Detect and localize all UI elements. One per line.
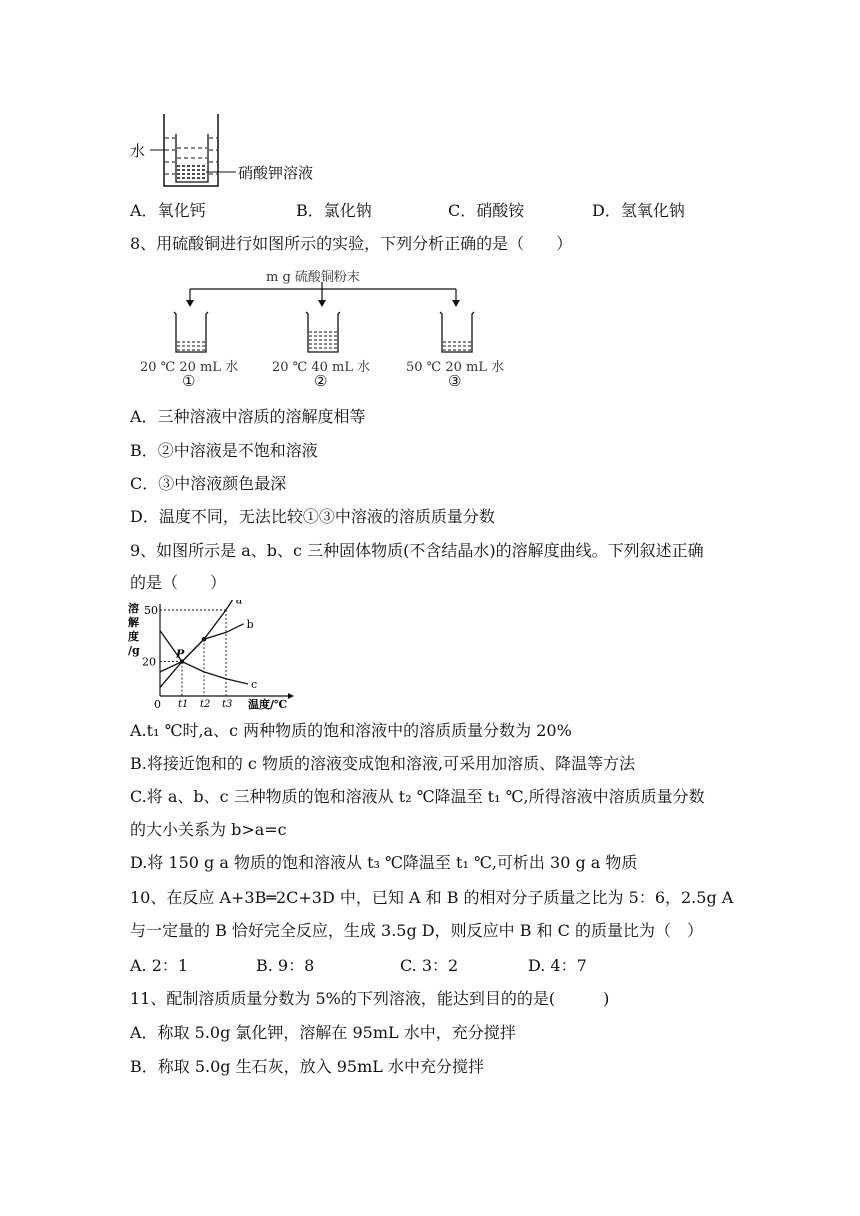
q9-stem-line1: 9、如图所示是 a、b、c 三种固体物质(不含结晶水)的溶解度曲线。下列叙述正确 [130,541,704,560]
q7-option-d: D．氢氧化钠 [592,201,685,220]
curve-a [160,600,233,687]
q8-option-a: A．三种溶液中溶质的溶解度相等 [130,407,366,426]
x-tick-t2: t2 [200,699,211,710]
q10-line1: 10、在反应 A+3B═2C+3D 中，已知 A 和 B 的相对分子质量之比为 5：6，2.5g A [130,888,734,907]
beaker-3-label: 50 ℃ 20 mL 水 [406,360,505,375]
q8-option-c: C．③中溶液颜色最深 [130,474,287,493]
curve-label-a: a [235,600,243,607]
q9-option-d: D.将 150 g a 物质的饱和溶液从 t₃ ℃降温至 t₁ ℃,可析出 30 g a 物质 [130,853,638,872]
point-p-label: P [176,647,185,661]
beaker-2-label: 20 ℃ 40 mL 水 [272,360,371,375]
q8-top-label: m g 硫酸铜粉末 [266,270,360,285]
q9-option-c-cont: 的大小关系为 b>a=c [130,820,287,839]
beaker-1-num: ① [182,372,196,390]
q9-option-a: A.t₁ ℃时,a、c 两种物质的饱和溶液中的溶质质量分数为 20% [130,721,572,740]
y-tick-20: 20 [142,655,156,669]
y-axis-label-part: /g [128,644,140,657]
solubility-curve-svg [128,600,298,712]
point-ab [202,637,206,641]
q8-option-d: D．温度不同，无法比较①③中溶液的溶质质量分数 [130,507,495,526]
y-axis-label-part: 解 [128,616,139,629]
q10-option-c: C. 3：2 [400,956,459,975]
q10-option-d: D. 4：7 [528,956,587,975]
x-tick-t1: t1 [178,699,189,710]
q9-option-b: B.将接近饱和的 c 物质的溶液变成饱和溶液,可采用加溶质、降温等方法 [130,754,636,773]
y-tick-0: 0 [154,698,161,711]
q7-option-b: B．氯化钠 [296,201,372,220]
q8-option-b: B．②中溶液是不饱和溶液 [130,441,318,460]
q11-option-a: A．称取 5.0g 氯化钾，溶解在 95mL 水中，充分搅拌 [130,1023,516,1042]
q7-figure [130,108,330,192]
q9-stem-line2: 的是（ ） [130,573,227,592]
x-axis-arrow [288,693,294,699]
q8-stem: 8、用硫酸铜进行如图所示的实验，下列分析正确的是（ ） [130,234,573,253]
q9-option-c: C.将 a、b、c 三种物质的饱和溶液从 t₂ ℃降温至 t₁ ℃,所得溶液中溶质质量分数 [130,787,705,806]
curve-label-c: c [251,677,258,691]
y-axis-label-part: 度 [128,630,139,643]
beaker-3-num: ③ [448,372,462,390]
curve-label-b: b [246,617,254,631]
water-label: 水 [130,142,146,160]
beaker-1-label: 20 ℃ 20 mL 水 [140,360,239,375]
x-tick-t3: t3 [222,699,233,710]
q11-stem: 11、配制溶质质量分数为 5%的下列溶液，能达到目的的是( ) [130,989,610,1008]
q10-option-a: A. 2：1 [130,956,189,975]
q8-figure [140,262,520,392]
q7-option-c: C．硝酸铵 [448,201,525,220]
solution-label: 硝酸钾溶液 [238,164,314,182]
y-tick-50: 50 [144,604,158,617]
beaker-2-num: ② [314,372,328,390]
q10-line2: 与一定量的 B 恰好完全反应，生成 3.5g D，则反应中 B 和 C 的质量比为（ ） [130,921,703,940]
q10-option-b: B. 9：8 [256,956,315,975]
x-axis-label: 温度/℃ [248,698,288,711]
q7-option-a: A．氧化钙 [130,201,206,220]
y-axis-label-part: 溶 [128,602,139,615]
q9-solubility-chart [128,600,298,712]
q11-option-b: B．称取 5.0g 生石灰，放入 95mL 水中充分搅拌 [130,1057,484,1076]
